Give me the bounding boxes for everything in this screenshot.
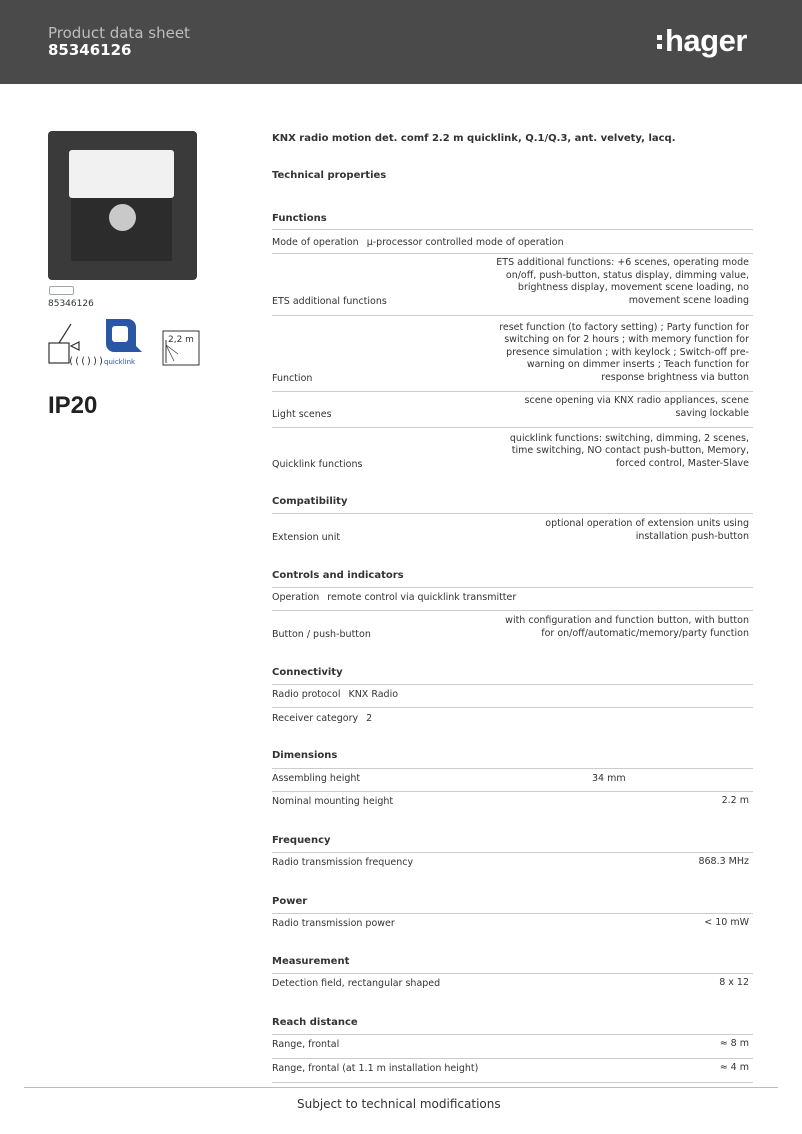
- technical-properties-heading: Technical properties: [272, 170, 387, 181]
- section-compatibility: Compatibility: [272, 496, 348, 507]
- row-light-scenes: [272, 392, 753, 420]
- row-range-frontal: [272, 1035, 753, 1050]
- row-key: Extension unit: [272, 532, 341, 543]
- row-value: [545, 518, 749, 543]
- sheet-title: Product data sheet: [48, 24, 190, 42]
- row-value: 8 x 12: [719, 976, 749, 988]
- section-dimensions: Dimensions: [272, 750, 338, 761]
- quicklink-label: quicklink: [104, 358, 136, 366]
- row-value: 34 mm: [592, 773, 626, 784]
- row-value: KNX Radio: [348, 689, 399, 700]
- value-line: presence simulation ; with keylock ; Switch-off pre-: [506, 346, 749, 358]
- feature-icons: [48, 316, 208, 368]
- logo-colon-icon: [656, 29, 664, 53]
- section-measurement: Measurement: [272, 956, 350, 967]
- row-value: [525, 395, 749, 420]
- row-key: Detection field, rectangular shaped: [272, 978, 441, 989]
- ip-rating: IP20: [48, 392, 98, 419]
- value-line: scene opening via KNX radio appliances, scene: [524, 395, 749, 406]
- logo-text: hager: [665, 23, 747, 58]
- row-key: Light scenes: [272, 409, 332, 420]
- row-key: Radio protocol: [272, 689, 341, 700]
- sidebar-product-code: 85346126: [48, 299, 94, 309]
- row-key: Quicklink functions: [272, 459, 363, 470]
- row-radio-protocol: [272, 685, 753, 700]
- row-value: ≈ 8 m: [719, 1037, 749, 1049]
- value-line: ETS additional functions: +6 scenes, operating mode: [496, 257, 749, 268]
- range-badge: 2,2 m: [168, 335, 194, 345]
- value-line: forced control, Master-Slave: [615, 457, 749, 469]
- row-operation: [272, 588, 753, 603]
- footer-divider: [24, 1087, 778, 1088]
- section-functions: Functions: [272, 213, 327, 224]
- value-line: warning on dimmer inserts ; Teach function for: [526, 359, 749, 370]
- row-value: [499, 322, 749, 385]
- row-value: [510, 433, 749, 471]
- row-value: [505, 615, 749, 640]
- row-extension-unit: [272, 514, 753, 543]
- row-key: Range, frontal (at 1.1 m installation height): [272, 1063, 479, 1074]
- divider: [272, 1082, 753, 1083]
- row-mode-of-operation: [272, 230, 753, 248]
- sensor-dot: [109, 204, 136, 231]
- row-key: Function: [272, 373, 313, 384]
- header-product-code: 85346126: [48, 41, 132, 59]
- range-icon: [163, 331, 199, 365]
- section-power: Power: [272, 896, 308, 907]
- value-line: with configuration and function button, with button: [505, 615, 749, 626]
- row-key: Operation: [272, 592, 320, 603]
- row-value: [496, 257, 749, 307]
- row-key: Button / push-button: [272, 629, 371, 640]
- section-controls: Controls and indicators: [272, 570, 404, 581]
- row-key: Assembling height: [272, 773, 361, 784]
- hager-logo: [656, 21, 747, 61]
- row-value: ≈ 4 m: [719, 1061, 749, 1073]
- row-value: remote control via quicklink transmitter: [327, 592, 517, 603]
- row-key: Mode of operation: [272, 237, 359, 248]
- row-key: ETS additional functions: [272, 296, 387, 307]
- value-line: brightness display, movement scene loading, no: [517, 282, 749, 293]
- thumbnail-icon: [49, 286, 74, 295]
- sensor-lens: [69, 150, 174, 198]
- value-line: reset function (to factory setting) ; Party function for: [499, 321, 749, 333]
- row-quicklink-functions: [272, 428, 753, 470]
- section-reach: Reach distance: [272, 1017, 358, 1028]
- product-name: KNX radio motion det. comf 2.2 m quicklink, Q.1/Q.3, ant. velvety, lacq.: [272, 133, 676, 144]
- footer-note: Subject to technical modifications: [297, 1097, 501, 1111]
- section-connectivity: Connectivity: [272, 667, 343, 678]
- row-key: Nominal mounting height: [272, 796, 394, 807]
- value-line: quicklink functions: switching, dimming, 2 scenes,: [509, 432, 749, 444]
- value-line: optional operation of extension units using: [545, 518, 749, 529]
- value-line: installation push-button: [635, 530, 749, 542]
- row-radio-frequency: [272, 853, 753, 868]
- row-nominal-height: [272, 792, 753, 807]
- quicklink-icon: [104, 319, 142, 366]
- row-value: 2: [366, 713, 373, 724]
- product-image: [48, 131, 197, 280]
- row-assembling-height: [272, 769, 753, 784]
- radio-symbol: ((())): [68, 356, 105, 367]
- value-line: saving lockable: [675, 407, 749, 419]
- row-key: Radio transmission frequency: [272, 857, 414, 868]
- row-ets-functions: [272, 254, 753, 307]
- radio-remote-icon: [49, 324, 104, 367]
- row-detection-field: [272, 974, 753, 989]
- value-line: time switching, NO contact push-button, Memory,: [511, 445, 749, 456]
- section-frequency: Frequency: [272, 835, 331, 846]
- row-receiver-category: [272, 708, 753, 724]
- row-key: Receiver category: [272, 713, 359, 724]
- row-key: Radio transmission power: [272, 918, 395, 929]
- row-range-frontal-low: [272, 1059, 753, 1074]
- value-line: for on/off/automatic/memory/party function: [541, 627, 749, 639]
- value-line: switching on for 2 hours ; with memory function for: [504, 334, 749, 345]
- row-function: [272, 316, 753, 384]
- row-value: 2.2 m: [721, 794, 749, 806]
- row-value: < 10 mW: [704, 916, 749, 928]
- row-key: Range, frontal: [272, 1039, 340, 1050]
- value-line: movement scene loading: [628, 294, 749, 306]
- value-line: response brightness via button: [601, 371, 749, 383]
- row-radio-power: [272, 914, 753, 929]
- page-header: [0, 0, 802, 84]
- row-value: 868.3 MHz: [698, 855, 749, 867]
- row-value: µ-processor controlled mode of operation: [366, 237, 564, 248]
- value-line: on/off, push-button, status display, dimming value,: [505, 269, 749, 281]
- row-button: [272, 611, 753, 640]
